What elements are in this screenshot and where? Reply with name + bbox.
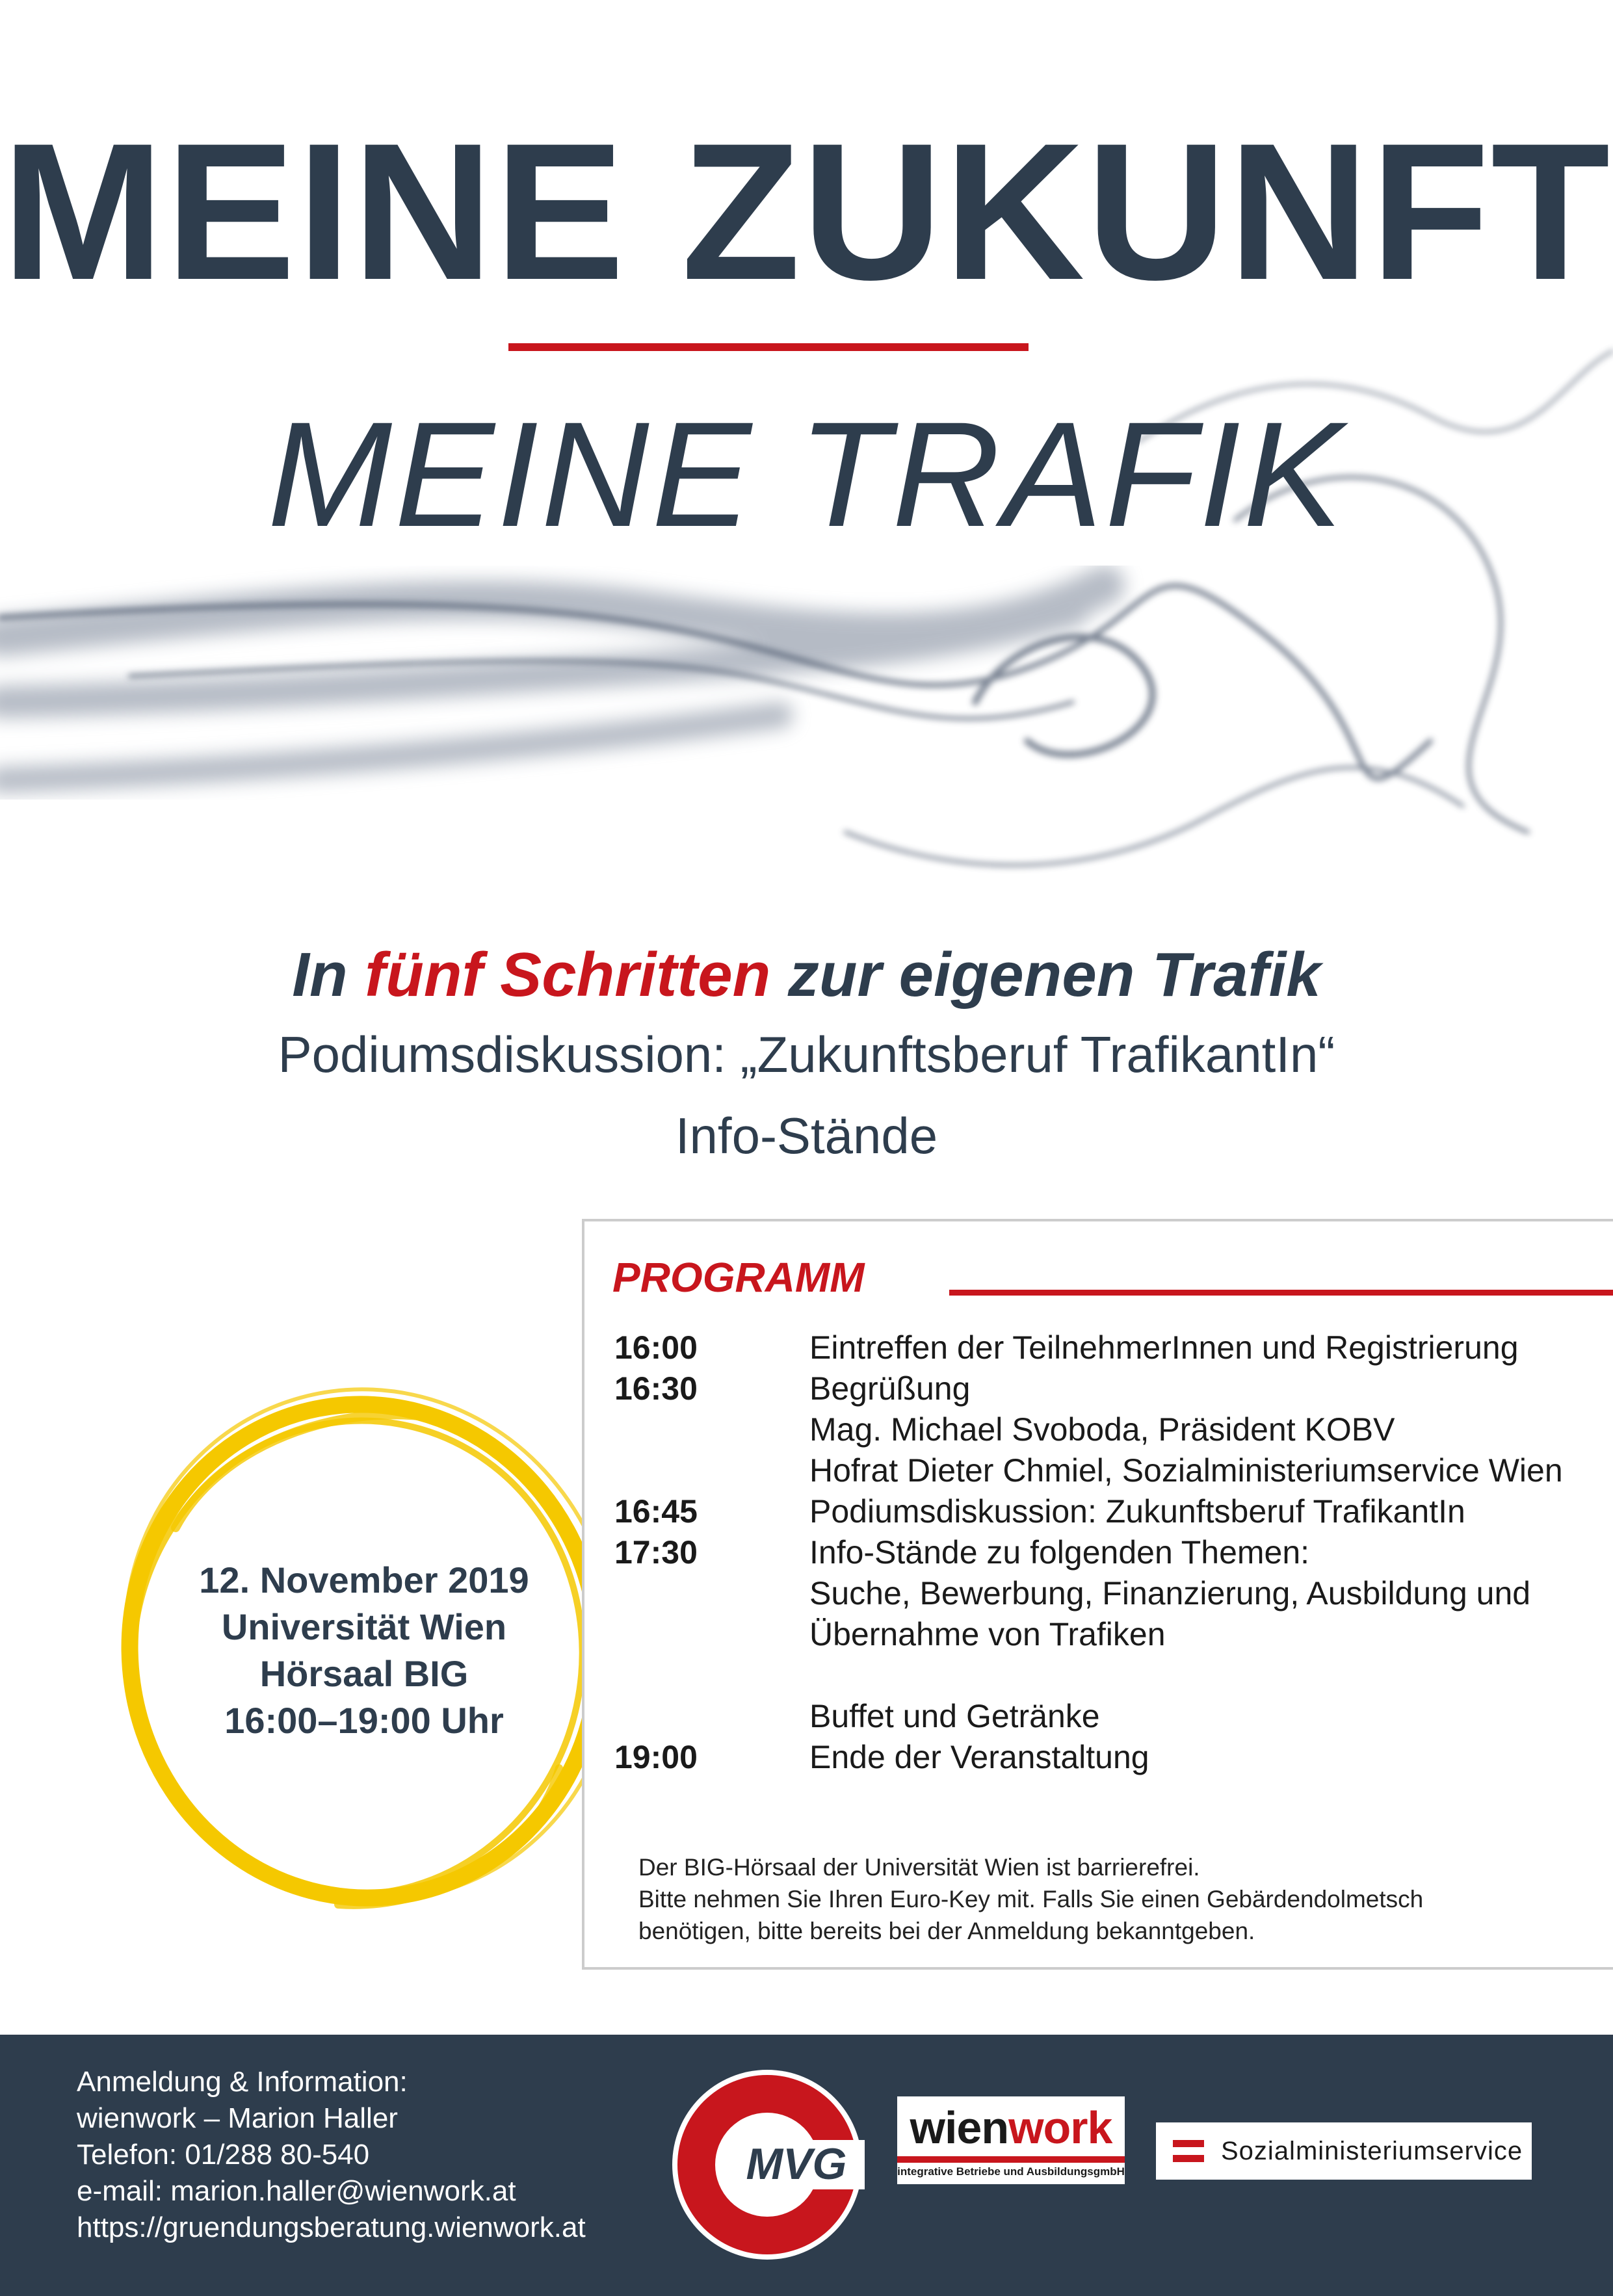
schedule-row [614, 1409, 1590, 1450]
contact-website[interactable]: https://gruendungsberatung.wienwork.at [77, 2211, 586, 2243]
tagline-start: In [292, 940, 365, 1010]
tagline-end: zur eigenen Trafik [770, 940, 1321, 1010]
tagline [0, 936, 1613, 1014]
wienwork-wordmark-part1: wien [910, 2102, 1009, 2153]
schedule-desc: Übernahme von Trafiken [809, 1616, 1166, 1652]
schedule-desc: Mag. Michael Svoboda, Präsident KOBV [809, 1411, 1395, 1448]
wienwork-band [897, 2156, 1125, 2163]
wienwork-logo [897, 2096, 1125, 2184]
schedule-row [614, 1614, 1590, 1655]
schedule-row [614, 1532, 1590, 1573]
schedule-desc: Eintreffen der TeilnehmerInnen und Registrierung [809, 1329, 1519, 1366]
wienwork-wordmark-part2: work [1008, 2102, 1112, 2153]
program-title: PROGRAMM [612, 1254, 865, 1301]
schedule-time: 16:45 [614, 1493, 698, 1530]
schedule-desc: Info-Stände zu folgenden Themen: [809, 1534, 1310, 1571]
wienwork-tagline: integrative Betriebe und AusbildungsgmbH [897, 2165, 1125, 2178]
schedule-time: 16:00 [614, 1329, 698, 1366]
program-schedule [614, 1327, 1590, 1778]
contact-heading: Anmeldung & Information: [77, 2066, 408, 2098]
schedule-time: 19:00 [614, 1739, 698, 1775]
schedule-row [614, 1737, 1590, 1778]
note-line: benötigen, bitte bereits bei der Anmeldung bekanntgeben. [638, 1918, 1255, 1944]
contact-info [77, 2064, 586, 2246]
event-venue: Universität Wien [221, 1606, 507, 1647]
schedule-desc: Suche, Bewerbung, Finanzierung, Ausbildung und [809, 1575, 1531, 1611]
contact-email[interactable]: e-mail: marion.haller@wienwork.at [77, 2175, 516, 2207]
sozialministeriumservice-label: Sozialministeriumservice [1221, 2137, 1523, 2165]
accessibility-notes [638, 1851, 1581, 1947]
contact-phone[interactable]: Telefon: 01/288 80-540 [77, 2139, 370, 2171]
schedule-time [614, 1696, 809, 1737]
schedule-desc: Begrüßung [809, 1370, 971, 1407]
page-subtitle: MEINE TRAFIK [267, 391, 1346, 558]
event-info [111, 1557, 618, 1744]
schedule-time [614, 1573, 809, 1614]
sozialministeriumservice-logo [1156, 2122, 1532, 2180]
page-title: MEINE ZUKUNFT [1, 102, 1612, 320]
schedule-desc: Podiumsdiskussion: Zukunftsberuf TrafikantIn [809, 1493, 1465, 1530]
schedule-time [614, 1450, 809, 1491]
schedule-row [614, 1327, 1590, 1368]
wienwork-wordmark [897, 2102, 1125, 2154]
program-divider [949, 1290, 1613, 1296]
tagline-accent: fünf Schritten [365, 940, 771, 1010]
schedule-desc: Buffet und Getränke [809, 1698, 1100, 1734]
note-line: Der BIG-Hörsaal der Universität Wien ist barrierefrei. [638, 1854, 1200, 1881]
schedule-desc: Ende der Veranstaltung [809, 1739, 1149, 1775]
schedule-row [614, 1573, 1590, 1614]
intro-line-infostands: Info-Stände [675, 1107, 938, 1164]
contact-person: wienwork – Marion Haller [77, 2102, 398, 2134]
austria-flag-icon [1173, 2140, 1204, 2162]
mvg-logo [670, 2067, 865, 2262]
event-hours: 16:00–19:00 Uhr [224, 1700, 504, 1741]
schedule-desc: Hofrat Dieter Chmiel, Sozialministeriumservice Wien [809, 1452, 1563, 1489]
mvg-logo-text: MVG [746, 2139, 847, 2189]
schedule-row [614, 1368, 1590, 1409]
note-line: Bitte nehmen Sie Ihren Euro-Key mit. Falls Sie einen Gebärdendolmetsch [638, 1886, 1424, 1912]
event-room: Hörsaal BIG [259, 1653, 469, 1694]
schedule-time [614, 1614, 809, 1655]
schedule-row [614, 1491, 1590, 1532]
event-date: 12. November 2019 [199, 1559, 529, 1600]
schedule-row [614, 1450, 1590, 1491]
schedule-row [614, 1696, 1590, 1737]
intro-line-podium: Podiumsdiskussion: „Zukunftsberuf TrafikantIn“ [278, 1026, 1335, 1083]
schedule-time: 16:30 [614, 1370, 698, 1407]
schedule-time: 17:30 [614, 1534, 698, 1571]
schedule-time [614, 1409, 809, 1450]
title-divider [508, 343, 1029, 351]
